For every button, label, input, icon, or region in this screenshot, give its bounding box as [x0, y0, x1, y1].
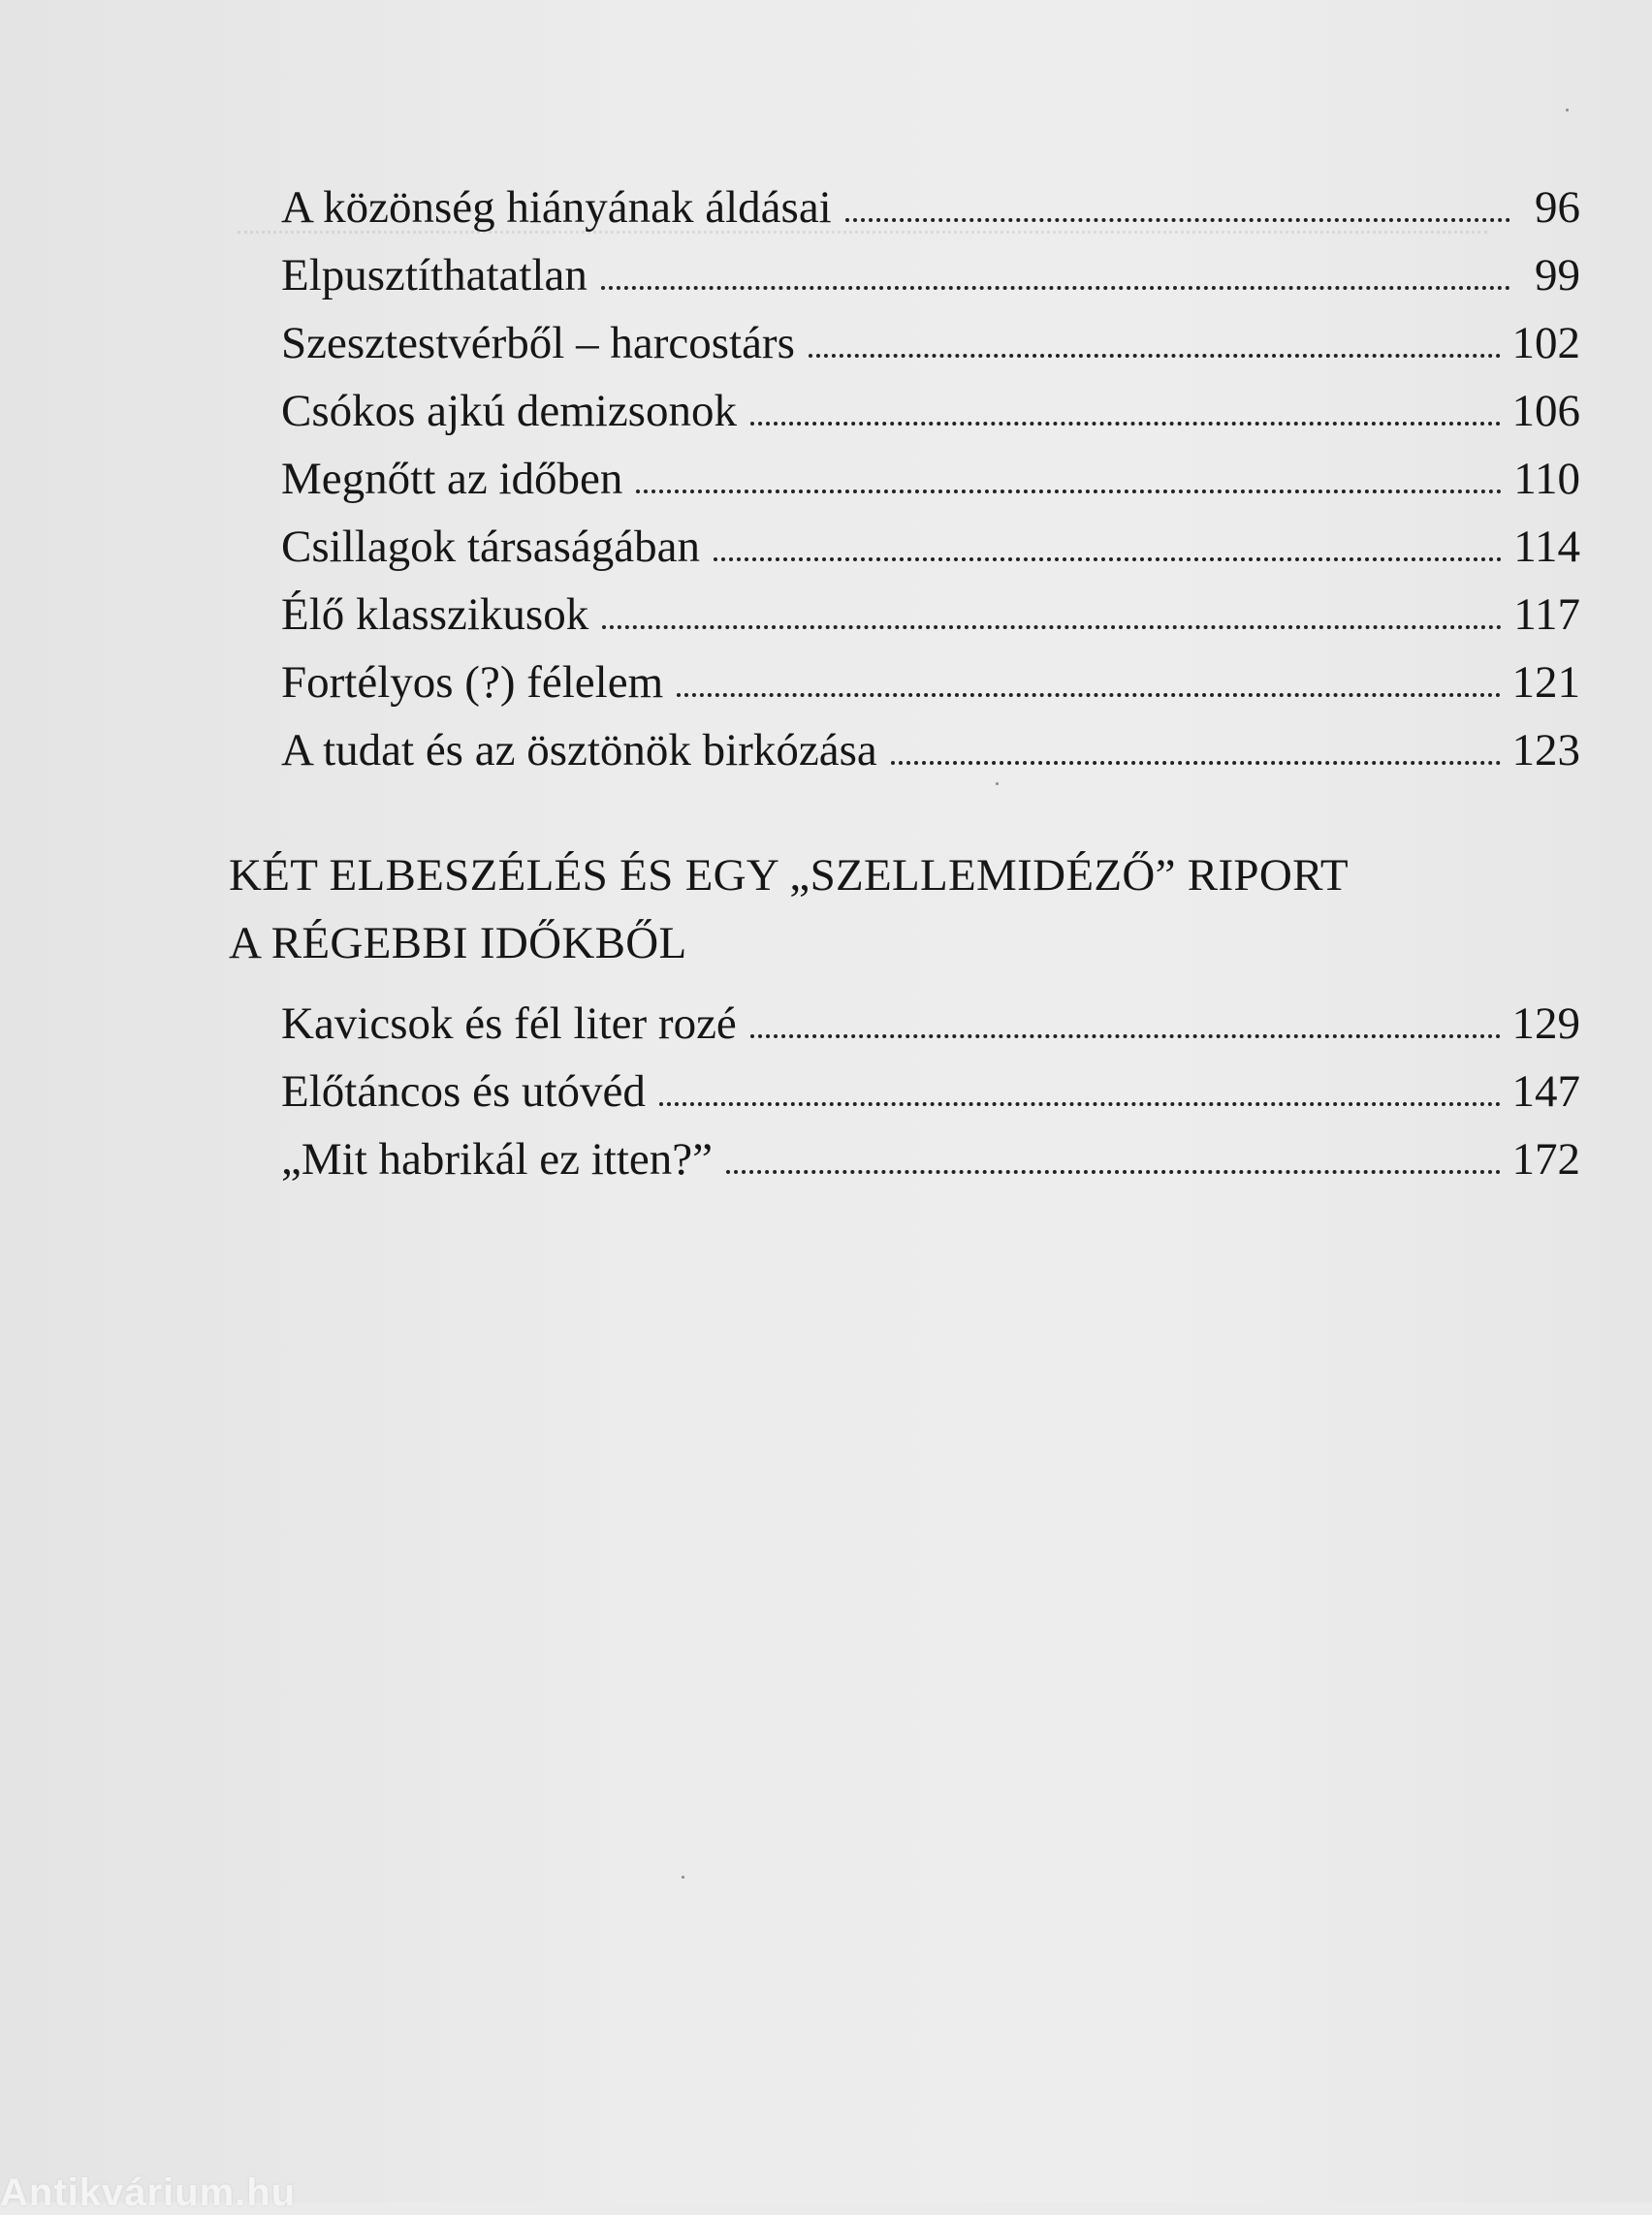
toc-entry	[281, 1047, 1580, 1115]
toc-entry-title: A közönség hiányának áldásai	[281, 182, 832, 233]
toc-entry	[281, 299, 1580, 366]
dot-leader	[714, 557, 1502, 561]
toc-entry	[281, 1115, 1580, 1183]
site-watermark: Antikvárium.hu	[0, 2171, 297, 2214]
toc-entry	[281, 570, 1580, 638]
toc-entry-page: 99	[1535, 250, 1580, 301]
dot-leader	[677, 693, 1500, 697]
toc-entry-title: Kavicsok és fél liter rozé	[281, 998, 737, 1049]
toc-entry-page: 106	[1511, 386, 1580, 436]
toc-entry	[281, 366, 1580, 434]
toc-entry-page: 102	[1511, 318, 1580, 368]
toc-entry-title: Csókos ajkú demizsonok	[281, 386, 737, 436]
dot-leader	[636, 490, 1502, 493]
toc-entry-title: Élő klasszikusok	[281, 589, 589, 640]
toc-entry	[281, 638, 1580, 706]
dot-leader	[750, 1034, 1501, 1038]
toc-entry	[281, 434, 1580, 502]
toc-entry-page: 129	[1511, 998, 1580, 1049]
toc-entry	[281, 231, 1580, 299]
toc-entry-page: 123	[1511, 725, 1580, 775]
toc-entry-title: Megnőtt az időben	[281, 454, 623, 504]
toc-entry-title: „Mit habrikál ez itten?”	[281, 1134, 713, 1185]
dot-leader	[726, 1170, 1501, 1174]
toc-entry-page: 117	[1513, 589, 1580, 640]
dot-leader	[602, 625, 1502, 629]
toc-entry	[281, 163, 1580, 231]
toc-entry-page: 96	[1535, 182, 1580, 233]
dot-leader	[659, 1102, 1501, 1106]
toc-entry-title: Csillagok társaságában	[281, 522, 701, 572]
paper-speck	[1566, 109, 1569, 111]
toc-entry-title: Elpusztíthatatlan	[281, 250, 588, 301]
toc-entry	[281, 706, 1580, 774]
section-heading-line1: KÉT ELBESZÉLÉS ÉS EGY „SZELLEMIDÉZŐ” RIPORT	[229, 850, 1349, 901]
toc-entry-page: 114	[1513, 522, 1580, 572]
toc-entry-title: Előtáncos és utóvéd	[281, 1066, 646, 1117]
toc-entry-page: 110	[1513, 454, 1580, 504]
toc-entry-title: Fortélyos (?) félelem	[281, 657, 664, 708]
toc-entry-title: A tudat és az ösztönök birkózása	[281, 725, 877, 775]
toc-entry	[281, 502, 1580, 570]
toc-entry-title: Szesztestvérből – harcostárs	[281, 318, 795, 368]
dot-leader	[891, 761, 1501, 765]
toc-entry-page: 121	[1511, 657, 1580, 708]
dot-leader	[601, 286, 1510, 290]
dot-leader	[845, 218, 1510, 222]
dot-leader	[750, 422, 1501, 426]
section-heading-line2: A RÉGEBBI IDŐKBŐL	[229, 918, 687, 968]
toc-entry-page: 147	[1511, 1066, 1580, 1117]
toc-entry-page: 172	[1511, 1134, 1580, 1185]
paper-speck	[996, 782, 999, 785]
paper-speck	[682, 1876, 684, 1879]
toc-entry	[281, 979, 1580, 1047]
dot-leader	[809, 354, 1501, 358]
